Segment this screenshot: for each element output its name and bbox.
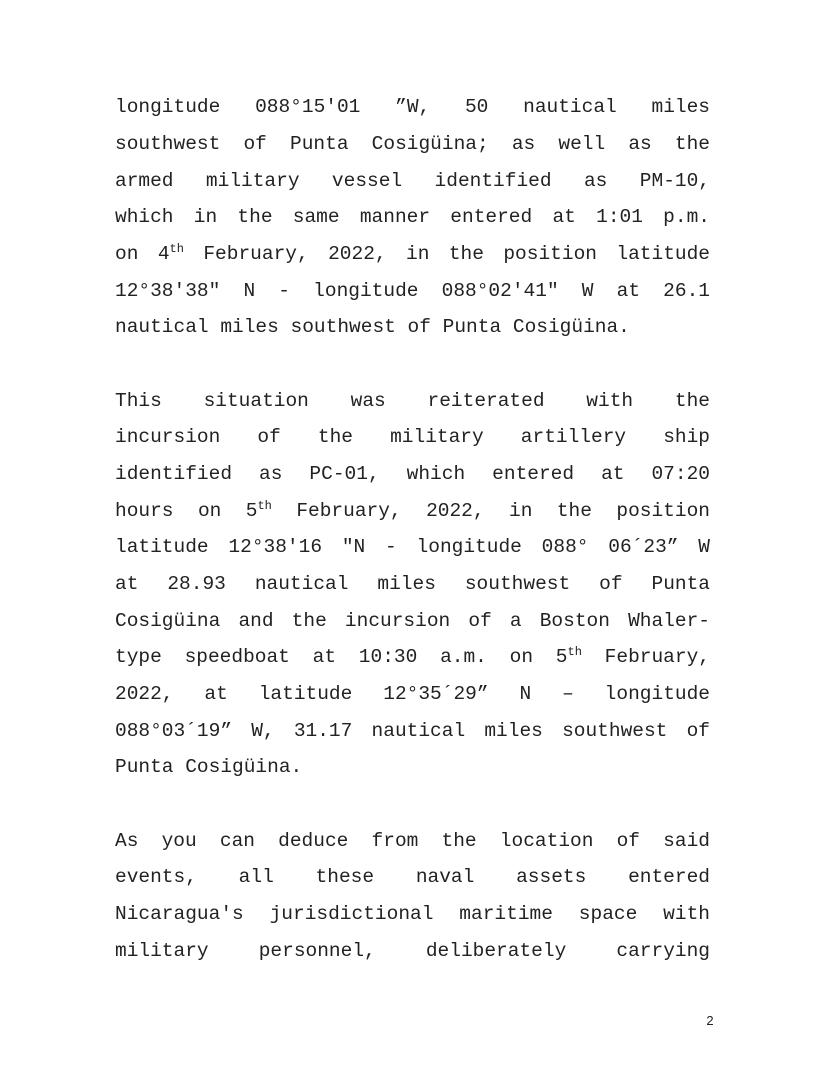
text-line: latitude 12°38'16 "N - longitude 088° 06´23” W [115, 536, 710, 558]
text-line: 088°03´19” W, 31.17 nautical miles southwest of [115, 720, 710, 742]
page-number: 2 [706, 1013, 714, 1028]
text-segment: February, [581, 646, 710, 668]
text-line: incursion of the military artillery ship [115, 426, 710, 448]
text-segment: on 4 [115, 243, 170, 265]
ordinal-suffix: th [169, 242, 184, 256]
text-line: Cosigüina and the incursion of a Boston Whaler- [115, 610, 710, 632]
text-line [115, 239, 710, 269]
text-segment: February, 2022, in the position latitude [183, 243, 711, 265]
text-line: As you can deduce from the location of said [115, 830, 710, 852]
text-line: armed military vessel identified as PM-10, [115, 170, 710, 192]
text-line: This situation was reiterated with the [115, 390, 710, 412]
text-segment: February, 2022, in the position [271, 500, 710, 522]
ordinal-suffix: th [567, 645, 582, 659]
text-line: events, all these naval assets entered [115, 866, 710, 888]
ordinal-suffix: th [257, 499, 272, 513]
text-line: longitude 088°15'01 ”W, 50 nautical miles [115, 96, 710, 118]
text-line: 12°38'38" N - longitude 088°02'41" W at 26.1 [115, 280, 710, 302]
text-line: at 28.93 nautical miles southwest of Punta [115, 573, 710, 595]
text-line [115, 496, 710, 526]
text-line: nautical miles southwest of Punta Cosigüina. [115, 316, 630, 338]
text-line: Punta Cosigüina. [115, 756, 303, 778]
text-line: military personnel, deliberately carrying [115, 940, 710, 962]
text-line: which in the same manner entered at 1:01 p.m. [115, 206, 710, 228]
text-line [115, 642, 710, 672]
text-line: southwest of Punta Cosigüina; as well as the [115, 133, 710, 155]
text-segment: hours on 5 [115, 500, 258, 522]
text-segment: type speedboat at 10:30 a.m. on 5 [115, 646, 568, 668]
text-line: Nicaragua's jurisdictional maritime space with [115, 903, 710, 925]
text-line: identified as PC-01, which entered at 07:20 [115, 463, 710, 485]
text-line: 2022, at latitude 12°35´29” N – longitude [115, 683, 710, 705]
